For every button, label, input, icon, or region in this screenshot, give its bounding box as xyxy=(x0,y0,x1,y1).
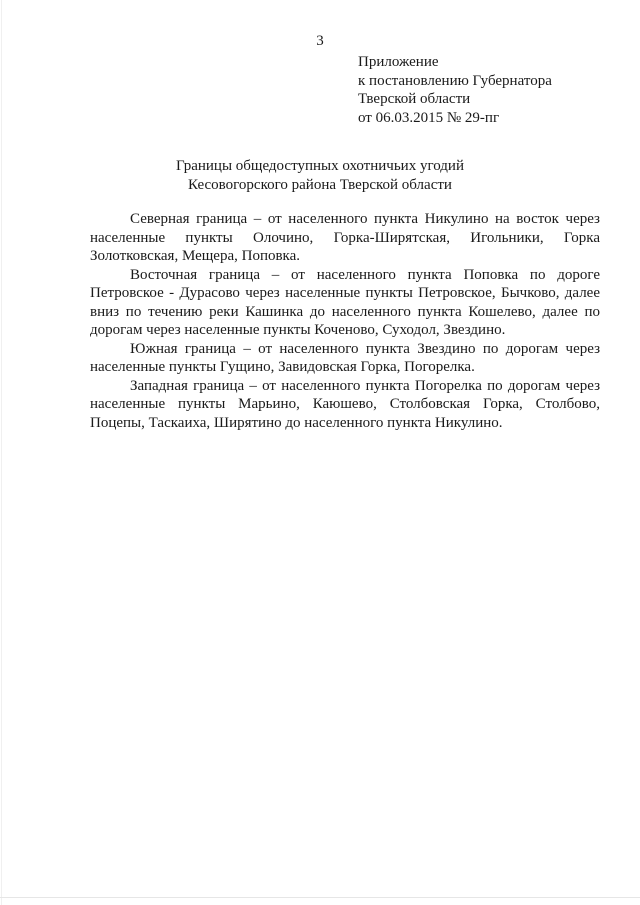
paragraph-west-border: Западная граница – от населенного пункта Погорелка по дорогам через населенные пункты Марьино, Каюшево, Столбовская Горка, Столбово, Поцепы, Таскаиха, Ширятино до населенного пункта Никулино. xyxy=(90,377,600,431)
appendix-line-4: от 06.03.2015 № 29-пг xyxy=(358,109,500,126)
appendix-line-3: Тверской области xyxy=(358,91,471,107)
appendix-block xyxy=(358,53,552,127)
document-body xyxy=(90,210,600,432)
scan-edge-left xyxy=(1,0,2,905)
paragraph-south-border: Южная граница – от населенного пункта Звездино по дорогам через населенные пункты Гущино, Завидовская Горка, Погорелка. xyxy=(90,340,600,375)
paragraph-north-border: Северная граница – от населенного пункта Никулино на восток через населенные пункты Олочино, Горка-Ширятская, Игольники, Горка Золотковская, Мещера, Поповка. xyxy=(90,211,600,264)
paragraph-east-border: Восточная граница – от населенного пункта Поповка по дороге Петровское - Дурасово через населенные пункты Петровское, Бычково, далее вниз по течению реки Кашинка до населенного пункта Кошелево, далее по дорогам через населенные пункты Коченово, Суходол, Звездино. xyxy=(90,266,600,338)
appendix-line-2: к постановлению Губернатора xyxy=(358,72,552,89)
appendix-line-1: Приложение xyxy=(358,54,439,70)
document-title xyxy=(0,157,640,194)
title-line-2: Кесовогорского района Тверской области xyxy=(188,176,452,193)
page-number: 3 xyxy=(316,33,324,49)
title-line-1: Границы общедоступных охотничьих угодий xyxy=(175,158,464,174)
scan-edge-bottom xyxy=(0,897,640,898)
